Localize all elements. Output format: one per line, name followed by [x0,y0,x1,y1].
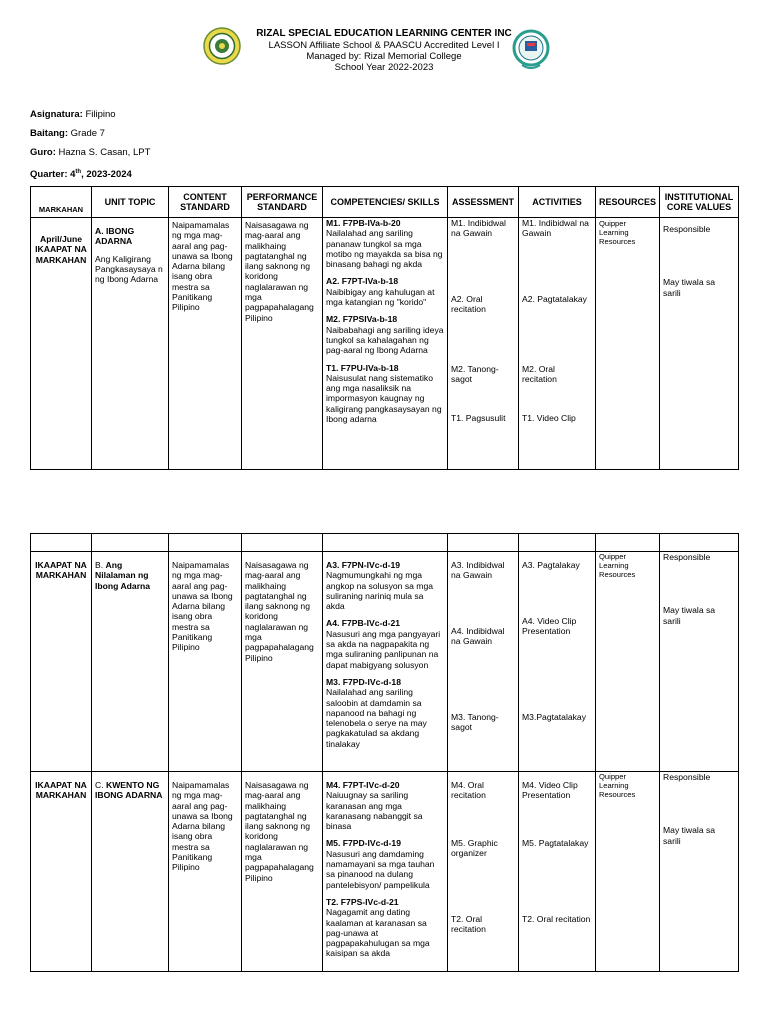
unit-topic-cell [92,218,169,470]
competency-text: Naibibigay ang kahulugan at mga katangian ng "korido" [326,286,435,308]
competency-text: Nagmumungkahi ng mga angkop na solusyon sa mga suliraning nariniq mula sa akda [326,570,434,612]
resources-cell: Quipper Learning Resources [596,552,660,772]
content-standard-cell: Naipamamalas ng mga mag-aaral ang pag-unawa sa Ibong Adarna bilang isang obra mestra sa Panitikang Pilipino [169,552,242,772]
competencies-cell [323,552,448,772]
competency-text: Nailalahad ang sariling saloobin at damdamin sa napanood na bahagi ng telenobela o serye na may pagkakatulad sa akdang tinalakay [326,687,427,749]
activity-item: M1. Indibidwal na Gawain [522,218,589,239]
activities-cell [519,552,596,772]
document-header [0,28,768,73]
unit-title: KWENTO NG IBONG ADARNA [95,780,163,801]
core-value: May tiwala sa sarili [663,825,716,846]
school-name: RIZAL SPECIAL EDUCATION LEARNING CENTER INC [256,28,512,39]
core-values-cell [660,772,739,972]
meta-guro [30,147,150,159]
lesson-plan-table-1 [30,186,739,470]
assessment-item: M4. Oral recitation [451,780,486,801]
activities-cell [519,218,596,470]
markahan-cell: April/June IKAAPAT NA MARKAHAN [31,218,92,470]
performance-standard-cell: Naisasagawa ng mag-aaral ang malikhaing pagtatanghal ng ilang saknong ng koridong naglalarawan ng mga pagpapahalagang Pilipino [242,218,323,470]
assessment-item: M5. Graphic organizer [451,838,498,859]
competency-text: Naibabahagi ang sariling ideya tungkol sa kahalagahan ng pag-aaral ng Ibong Adarna [326,324,444,356]
core-values-cell [660,552,739,772]
baitang-value: Grade 7 [70,128,105,139]
assessment-item: A4. Indibidwal na Gawain [451,626,505,647]
assessment-cell [448,552,519,772]
markahan-cell: IKAAPAT NA MARKAHAN [31,552,92,772]
core-value: Responsible [663,224,711,234]
competency-text: Nasusuri ang mga pangyayari sa akda na nagpapakita ng mga suliraning panlipunan na dapat mabigyang solusyon [326,628,441,670]
competency-text: Naisusulat nang sistematiko ang mga nasaliksik na impormasyon kaugnay ng kaligirang pangkasaysayan ng Ibong adarna [326,372,442,425]
activity-item: A3. Pagtalakay [522,560,580,570]
table-row [31,772,739,972]
resources-cell: Quipper Learning Resources [596,218,660,470]
activity-item: T2. Oral recitation [522,914,591,924]
lesson-plan-table-2 [30,533,739,972]
guro-value: Hazna S. Casan, LPT [58,147,151,158]
table-header-row [31,187,739,218]
meta-asignatura [30,109,116,121]
asignatura-label: Asignatura: [30,109,83,120]
activities-cell [519,772,596,972]
competency-code: M5. F7PD-IVc-d-19 [326,838,401,849]
col-header-resources: RESOURCES [596,187,660,218]
competency-code: A2. F7PT-IVa-b-18 [326,276,399,287]
competency-text: Nailalahad ang sariling pananaw tungkol sa mga motibo ng mayakda sa bisa ng binasang bahagi ng akda [326,228,443,270]
core-value: May tiwala sa sarili [663,277,716,298]
core-value: Responsible [663,552,711,562]
quarter-year: , 2023-2024 [81,169,132,181]
assessment-item: M3. Tanong-sagot [451,712,499,733]
competency-code: T1. F7PU-IVa-b-18 [326,362,399,373]
competencies-cell [323,772,448,972]
col-header-markahan: MARKAHAN [31,187,92,218]
assessment-item: T1. Pagsusulit [451,413,506,423]
competencies-cell [323,218,448,470]
col-header-competencies: COMPETENCIES/ SKILLS [323,187,448,218]
competency-code: M3. F7PD-IVc-d-18 [326,676,401,687]
competency-code: M4. F7PT-IVc-d-20 [326,780,400,790]
table-blank-row [31,534,739,552]
guro-label: Guro: [30,147,56,158]
unit-topic-cell [92,772,169,972]
activity-item: A4. Video Clip Presentation [522,616,577,637]
competency-text: Nagagamit ang dating kaalaman at karanasan sa pag-unawa at pagpapakahulugan sa mga kaisipan sa akda [326,907,430,959]
competency-code: A4. F7PB-IVc-d-21 [326,618,401,629]
markahan-cell: IKAAPAT NA MARKAHAN [31,772,92,972]
assessment-item: M2. Tanong-sagot [451,364,499,385]
baitang-label: Baitang: [30,128,68,139]
school-year-line: School Year 2022-2023 [334,62,434,73]
resources-cell: Quipper Learning Resources [596,772,660,972]
activity-item: M5. Pagtatalakay [522,838,589,848]
competency-text: Naiuugnay sa sariling karanasan ang mga karanasang nabanggit sa binasa [326,790,423,832]
assessment-item: A3. Indibidwal na Gawain [451,560,505,581]
core-values-cell [660,218,739,470]
unit-prefix: B. [95,560,104,570]
quarter-number: 4 [70,169,76,181]
unit-topic-cell [92,552,169,772]
assessment-cell [448,218,519,470]
asignatura-value: Filipino [85,109,116,120]
activity-item: M4. Video Clip Presentation [522,780,578,801]
unit-title: Ang Nilalaman ng Ibong Adarna [95,560,151,591]
performance-standard-cell: Naisasagawa ng mag-aaral ang malikhaing pagtatanghal ng ilang saknong ng koridong naglalarawan ng mga pagpapahalagang Pilipino [242,772,323,972]
col-header-activities: ACTIVITIES [519,187,596,218]
performance-standard-cell: Naisasagawa ng mag-aaral ang malikhaing pagtatanghal ng ilang saknong ng koridong naglalarawan ng mga pagpapahalagang Pilipino [242,552,323,772]
unit-prefix: C. [95,780,104,790]
col-header-unit-topic: UNIT TOPIC [92,187,169,218]
col-header-core-values: INSTITUTIONAL CORE VALUES [660,187,739,218]
assessment-item: M1. Indibidwal na Gawain [451,218,506,239]
unit-subtitle: Ang Kaligirang Pangkasaysaya n ng Ibong Adarna [95,253,163,285]
accreditation-line: LASSON Affiliate School & PAASCU Accredited Level I [268,40,500,51]
core-value: May tiwala sa sarili [663,605,716,626]
quarter-suffix: th [75,169,82,175]
table-row [31,552,739,772]
col-header-assessment: ASSESSMENT [448,187,519,218]
core-value: Responsible [663,772,711,782]
content-standard-cell: Naipamamalas ng mga mag-aaral ang pag-unawa sa Ibong Adarna bilang isang obra mestra sa Panitikang Pilipino [169,772,242,972]
activity-item: M2. Oral recitation [522,364,557,385]
activity-item: T1. Video Clip [522,413,576,423]
assessment-item: T2. Oral recitation [451,914,486,935]
competency-code: M1. F7PB-IVa-b-20 [326,218,401,228]
activity-item: A2. Pagtatalakay [522,294,587,304]
col-header-performance-standard: PERFORMANCE STANDARD [242,187,323,218]
activity-item: M3.Pagtatalakay [522,712,587,722]
content-standard-cell: Naipamamalas ng mga mag-aaral ang pag-unawa sa Ibong Adarna bilang isang obra mestra sa Panitikang Pilipino [169,218,242,470]
unit-title: A. IBONG ADARNA [95,226,135,247]
competency-text: Nasusuri ang damdaming namamayani sa mga tauhan sa pinanood na dulang pantelebisyon/ pampelikula [326,848,435,890]
quarter-label: Quarter: [30,169,68,181]
competency-code: T2. F7PS-IVc-d-21 [326,896,399,907]
table-row [31,218,739,470]
meta-baitang [30,128,105,140]
col-header-content-standard: CONTENT STANDARD [169,187,242,218]
assessment-cell [448,772,519,972]
meta-quarter [30,166,132,181]
managed-by-line: Managed by: Rizal Memorial College [306,51,462,62]
competency-code: A3. F7PN-IVc-d-19 [326,560,401,570]
competency-code: M2. F7PSIVa-b-18 [326,314,398,325]
assessment-item: A2. Oral recitation [451,294,486,315]
